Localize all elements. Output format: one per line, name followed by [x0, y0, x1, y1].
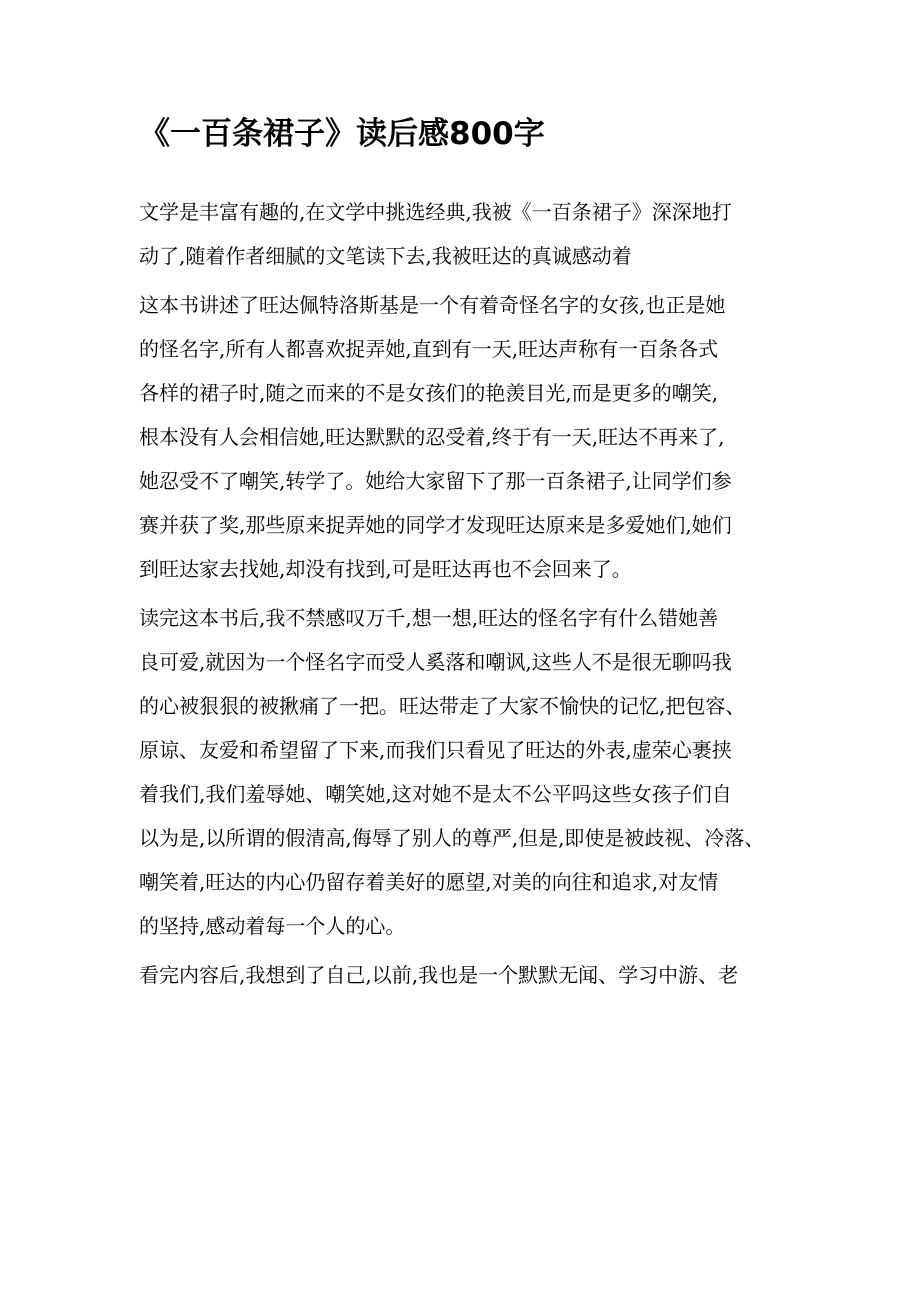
text-line: 文学是丰富有趣的,在文学中挑选经典,我被《一百条裙子》深深地打 [139, 200, 732, 224]
paragraph [139, 596, 799, 948]
paragraph [139, 190, 799, 278]
text-line: 动了,随着作者细腻的文笔读下去,我被旺达的真诚感动着 [139, 244, 632, 268]
text-line: 的怪名字,所有人都喜欢捉弄她,直到有一天,旺达声称有一百条各式 [139, 337, 719, 361]
text-line: 赛并获了奖,那些原来捉弄她的同学才发现旺达原来是多爱她们,她们 [139, 513, 732, 537]
text-line: 读完这本书后,我不禁感叹万千,想一想,旺达的怪名字有什么错她善 [139, 606, 719, 630]
text-line: 的坚持,感动着每一个人的心。 [139, 914, 406, 938]
text-line: 的心被狠狠的被揪痛了一把。旺达带走了大家不愉快的记忆,把包容、 [139, 694, 746, 718]
text-line: 根本没有人会相信她,旺达默默的忍受着,终于有一天,旺达不再来了, [139, 425, 725, 449]
document-title: 《一百条裙子》读后感800字 [139, 116, 545, 152]
paragraph [139, 953, 799, 997]
text-line: 着我们,我们羞辱她、嘲笑她,这对她不是太不公平吗这些女孩子们自 [139, 782, 732, 806]
text-line: 良可爱,就因为一个怪名字而受人奚落和嘲讽,这些人不是很无聊吗我 [139, 650, 732, 674]
text-line: 嘲笑着,旺达的内心仍留存着美好的愿望,对美的向往和追求,对友情 [139, 870, 719, 894]
text-line: 原谅、友爱和希望留了下来,而我们只看见了旺达的外表,虚荣心裹挟 [139, 738, 732, 762]
document-body [139, 190, 799, 1002]
text-line: 她忍受不了嘲笑,转学了。她给大家留下了那一百条裙子,让同学们参 [139, 469, 732, 493]
text-line: 以为是,以所谓的假清高,侮辱了别人的尊严,但是,即使是被歧视、冷落、 [139, 826, 765, 850]
paragraph [139, 283, 799, 591]
text-line: 这本书讲述了旺达佩特洛斯基是一个有着奇怪名字的女孩,也正是她 [139, 293, 726, 317]
text-line: 各样的裙子时,随之而来的不是女孩们的艳羡目光,而是更多的嘲笑, [139, 381, 719, 405]
text-line: 到旺达家去找她,却没有找到,可是旺达再也不会回来了。 [139, 557, 632, 581]
text-line: 看完内容后,我想到了自己,以前,我也是一个默默无闻、学习中游、老 [139, 963, 739, 987]
